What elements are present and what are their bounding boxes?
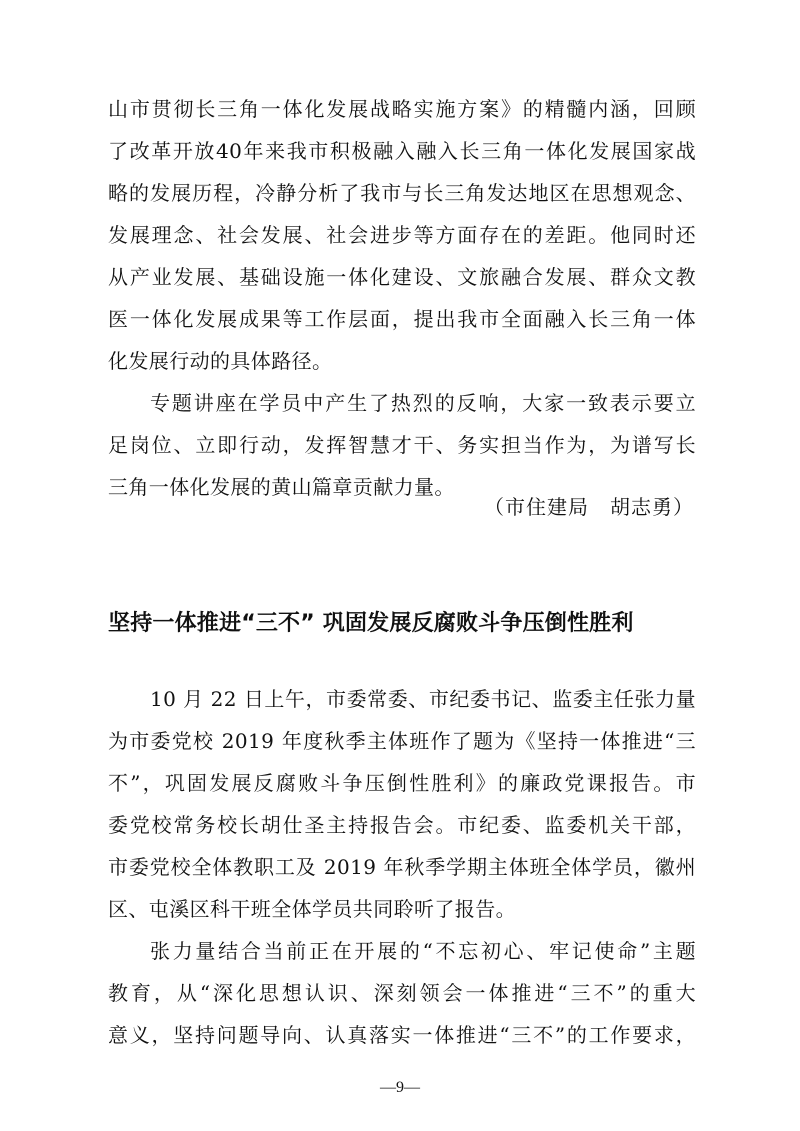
text-line: 发展理念、社会发展、社会进步等方面存在的差距。他同时还 [108, 223, 696, 247]
text-line: 山市贯彻长三角一体化发展战略实施方案》的精髓内涵，回顾 [108, 97, 696, 121]
text-line: 化发展行动的具体路径。 [108, 349, 333, 373]
text-line: 市委党校全体教职工及 2019 年秋季学期主体班全体学员，徽州 [108, 855, 696, 879]
text-line: 意义，坚持问题导向、认真落实一体推进“三不”的工作要求， [108, 1023, 696, 1047]
text-line: 教育，从“深化思想认识、深刻领会一体推进“三不”的重大 [108, 981, 696, 1005]
text-line: 从产业发展、基础设施一体化建设、文旅融合发展、群众文教 [108, 265, 696, 289]
text-line: 张力量结合当前正在开展的“不忘初心、牢记使命”主题 [150, 939, 696, 963]
text-line: 了改革开放40年来我市积极融入融入长三角一体化发展国家战 [108, 139, 696, 163]
text-line: 区、屯溪区科干班全体学员共同聆听了报告。 [108, 897, 516, 921]
text-line: 专题讲座在学员中产生了热烈的反响，大家一致表示要立 [150, 391, 696, 415]
text-line: 不”，巩固发展反腐败斗争压倒性胜利》的廉政党课报告。市 [108, 771, 696, 795]
text-line: 10 月 22 日上午，市委常委、市纪委书记、监委主任张力量 [150, 687, 696, 711]
text-line: 为市委党校 2019 年度秋季主体班作了题为《坚持一体推进“三 [108, 729, 696, 753]
text-line: 医一体化发展成果等工作层面，提出我市全面融入长三角一体 [108, 307, 696, 331]
text-line: 三角一体化发展的黄山篇章贡献力量。 [108, 475, 455, 499]
text-line: 委党校常务校长胡仕圣主持报告会。市纪委、监委机关干部， [108, 813, 696, 837]
text-line: 略的发展历程，冷静分析了我市与长三角发达地区在思想观念、 [108, 181, 696, 205]
text-line: 足岗位、立即行动，发挥智慧才干、务实担当作为，为谱写长 [108, 433, 696, 457]
page-number: —9— [380, 1079, 420, 1096]
article-title: 坚持一体推进“三不” 巩固发展反腐败斗争压倒性胜利 [108, 611, 634, 636]
author-signature: （市住建局 胡志勇） [484, 495, 694, 519]
